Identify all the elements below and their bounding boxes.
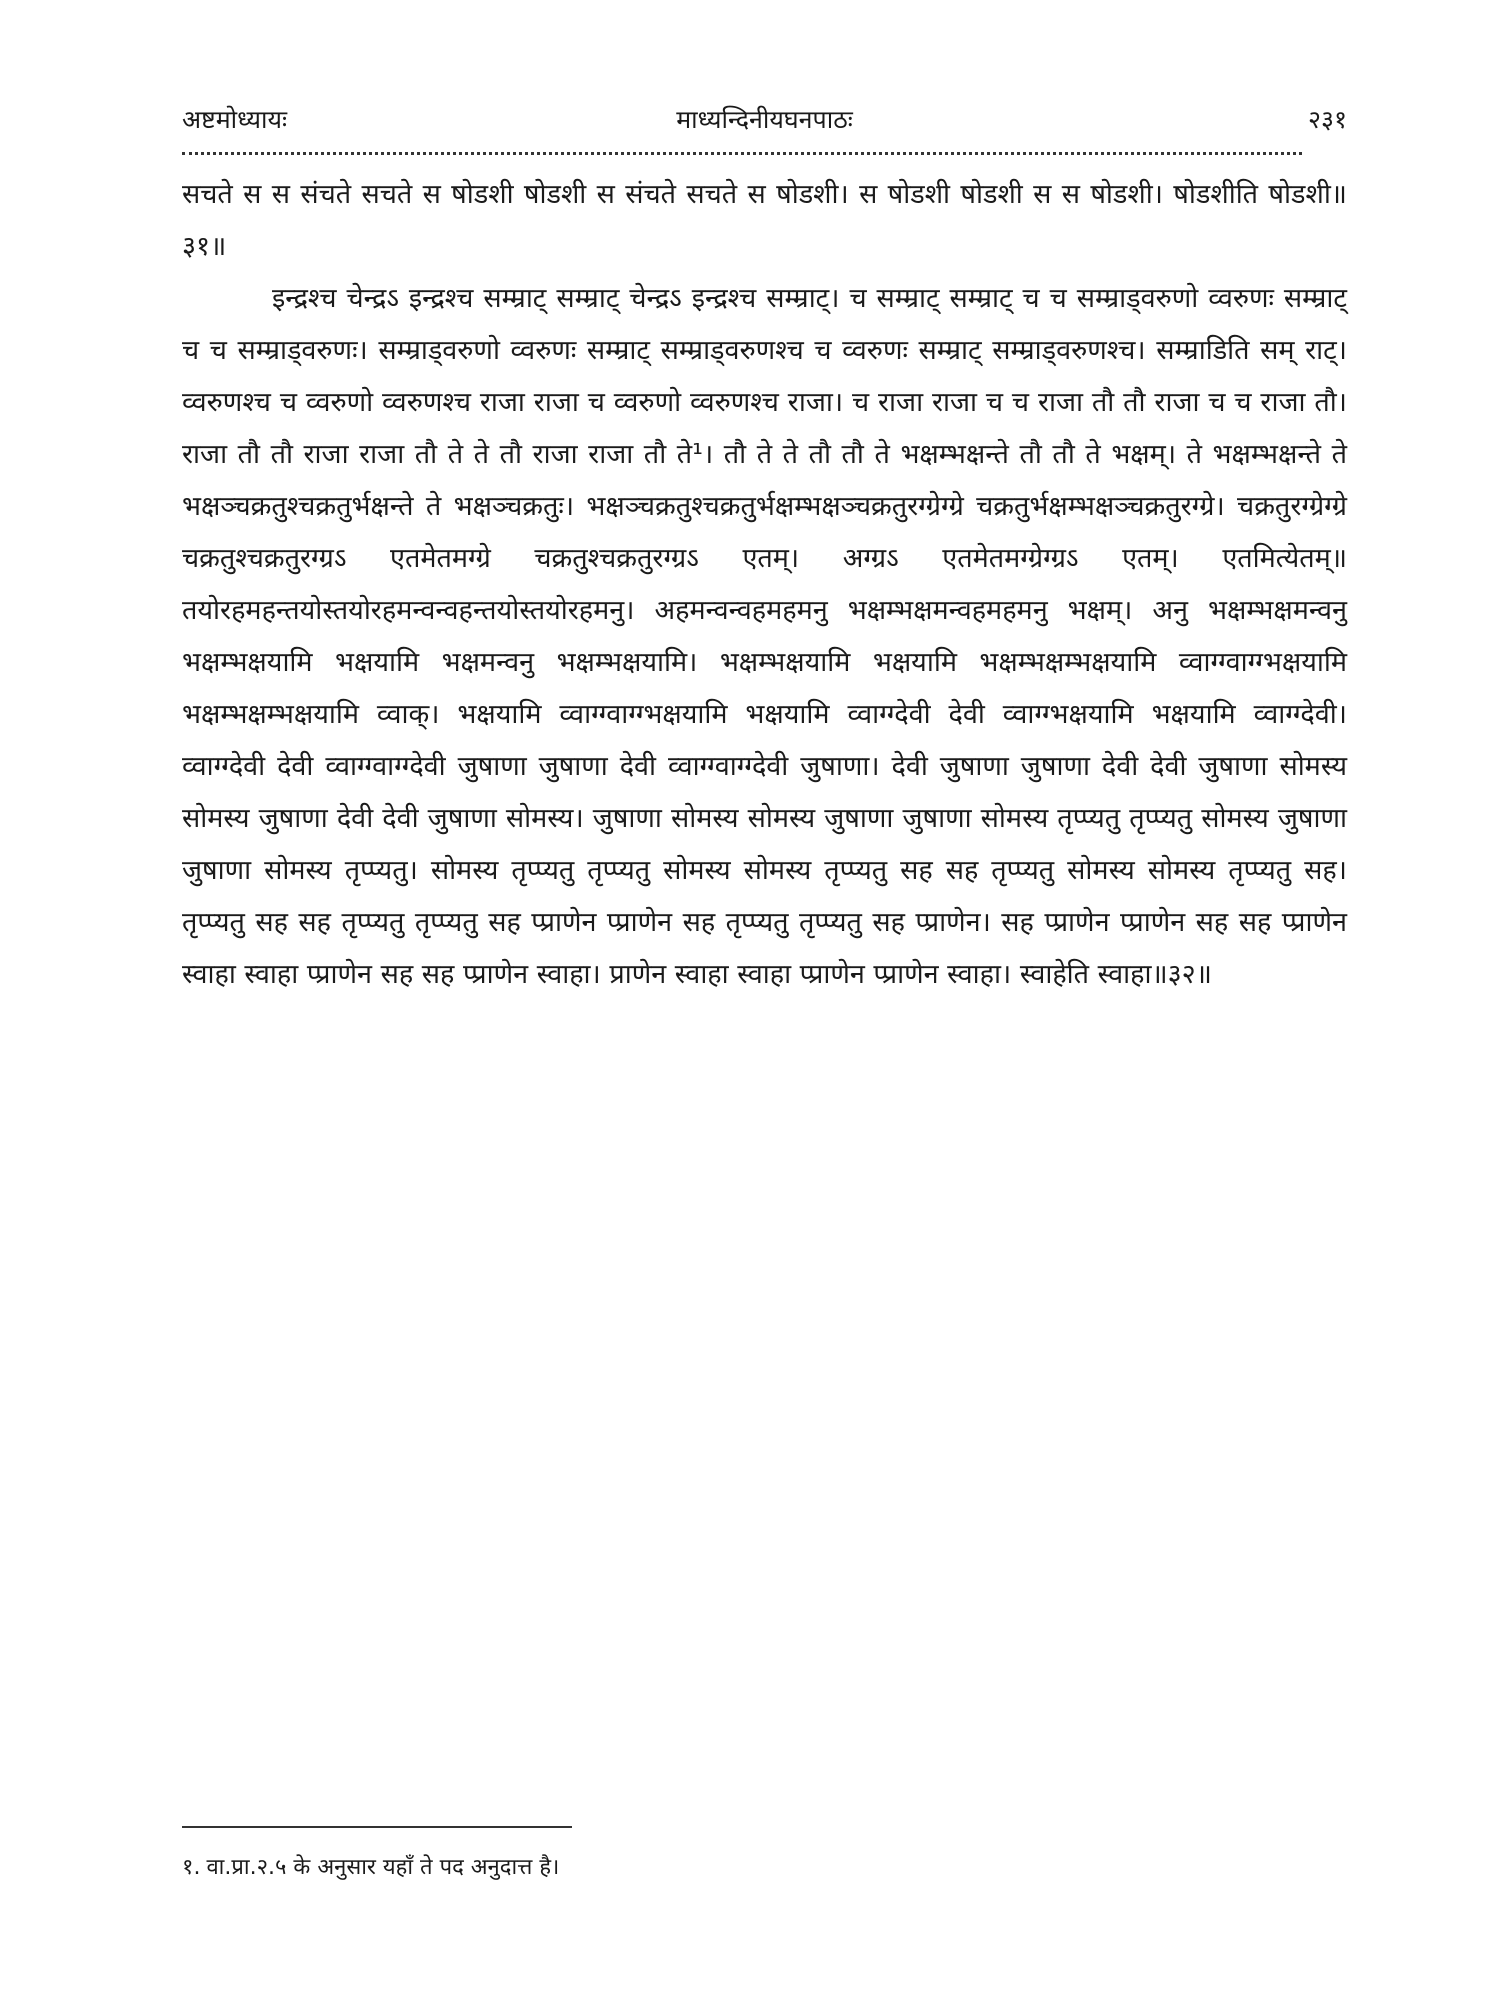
body-text bbox=[182, 169, 1347, 1001]
paragraph-verse-31: सचते स स संचते सचते स षोडशी षोडशी स संचते सचते स षोडशी। स षोडशी षोडशी स स षोडशी। षोडशीति षोडशी॥३१॥ bbox=[182, 179, 1347, 262]
page-number: २३१ bbox=[1307, 105, 1347, 134]
footnote-divider bbox=[182, 1826, 572, 1828]
header-divider bbox=[182, 152, 1302, 155]
running-header bbox=[182, 100, 1347, 140]
footnote bbox=[182, 1852, 1347, 1884]
book-title: माध्यन्दिनीयघनपाठः bbox=[676, 105, 853, 134]
footnote-mark: १. bbox=[182, 1855, 201, 1880]
footnote-text: वा.प्रा.२.५ के अनुसार यहाँ ते पद अनुदात्त है। bbox=[206, 1855, 560, 1880]
page bbox=[182, 100, 1347, 1001]
chapter-title: अष्टमोध्यायः bbox=[182, 105, 288, 134]
paragraph-verse-32: इन्द्रश्च चेन्द्रऽ इन्द्रश्च सम्म्राट् सम्म्राट् चेन्द्रऽ इन्द्रश्च सम्म्राट्। च सम्म्राट् सम्म्राट् च च सम्म्राड्वरुणो व्वरुणः सम्म्राट् च च सम्म्राड्वरुणः। सम्म्राड्वरुणो व्वरुणः सम्म्राट् सम्म्राड्वरुणश्च च व्वरुणः सम्म्राट् सम्म्राड्वरुणश्च। सम्म्राडिति सम् राट्। व्वरुणश्च च व्वरुणो व्वरुणश्च राजा राजा च व्वरुणो व्वरुणश्च राजा। च राजा राजा च च राजा तौ तौ राजा च च राजा तौ। राजा तौ तौ राजा राजा तौ ते ते तौ राजा राजा तौ ते¹। तौ ते ते तौ तौ ते भक्षम्भक्षन्ते तौ तौ ते भक्षम्। ते भक्षम्भक्षन्ते ते भक्षञ्चक्रतुश्चक्रतुर्भक्षन्ते ते भक्षञ्चक्रतुः। भक्षञ्चक्रतुश्चक्रतुर्भक्षम्भक्षञ्चक्रतुरग्ग्रेग्ग्रे चक्रतुर्भक्षम्भक्षञ्चक्रतुरग्ग्रे। चक्रतुरग्ग्रेग्ग्रे चक्रतुश्चक्रतुरग्ग्रऽ एतमेतमग्ग्रे चक्रतुश्चक्रतुरग्ग्रऽ एतम्। अग्ग्रऽ एतमेतमग्ग्रेग्ग्रऽ एतम्। एतमित्येतम्॥ तयोरहमहन्तयोस्तयोरहमन्वन्वहन्तयोस्तयोरहमनु। अहमन्वन्वहमहमनु भक्षम्भक्षमन्वहमहमनु भक्षम्। अनु भक्षम्भक्षमन्वनु भक्षम्भक्षयामि भक्षयामि भक्षमन्वनु भक्षम्भक्षयामि। भक्षम्भक्षयामि भक्षयामि भक्षम्भक्षम्भक्षयामि व्वाग्ग्वाग्ग्भक्षयामि भक्षम्भक्षम्भक्षयामि व्वाक्। भक्षयामि व्वाग्ग्वाग्ग्भक्षयामि भक्षयामि व्वाग्ग्देवी देवी व्वाग्ग्भक्षयामि भक्षयामि व्वाग्ग्देवी। व्वाग्ग्देवी देवी व्वाग्ग्वाग्ग्देवी जुषाणा जुषाणा देवी व्वाग्ग्वाग्ग्देवी जुषाणा। देवी जुषाणा जुषाणा देवी देवी जुषाणा सोमस्य सोमस्य जुषाणा देवी देवी जुषाणा सोमस्य। जुषाणा सोमस्य सोमस्य जुषाणा जुषाणा सोमस्य तृप्प्यतु तृप्प्यतु सोमस्य जुषाणा जुषाणा सोमस्य तृप्प्यतु। सोमस्य तृप्प्यतु तृप्प्यतु सोमस्य सोमस्य तृप्प्यतु सह सह तृप्प्यतु सोमस्य सोमस्य तृप्प्यतु सह। तृप्प्यतु सह सह तृप्प्यतु तृप्प्यतु सह प्प्राणेन प्प्राणेन सह तृप्प्यतु तृप्प्यतु सह प्प्राणेन। सह प्प्राणेन प्प्राणेन सह सह प्प्राणेन स्वाहा स्वाहा प्प्राणेन सह सह प्प्राणेन स्वाहा। प्राणेन स्वाहा स्वाहा प्प्राणेन प्प्राणेन स्वाहा। स्वाहेति स्वाहा॥३२॥ bbox=[182, 283, 1347, 990]
